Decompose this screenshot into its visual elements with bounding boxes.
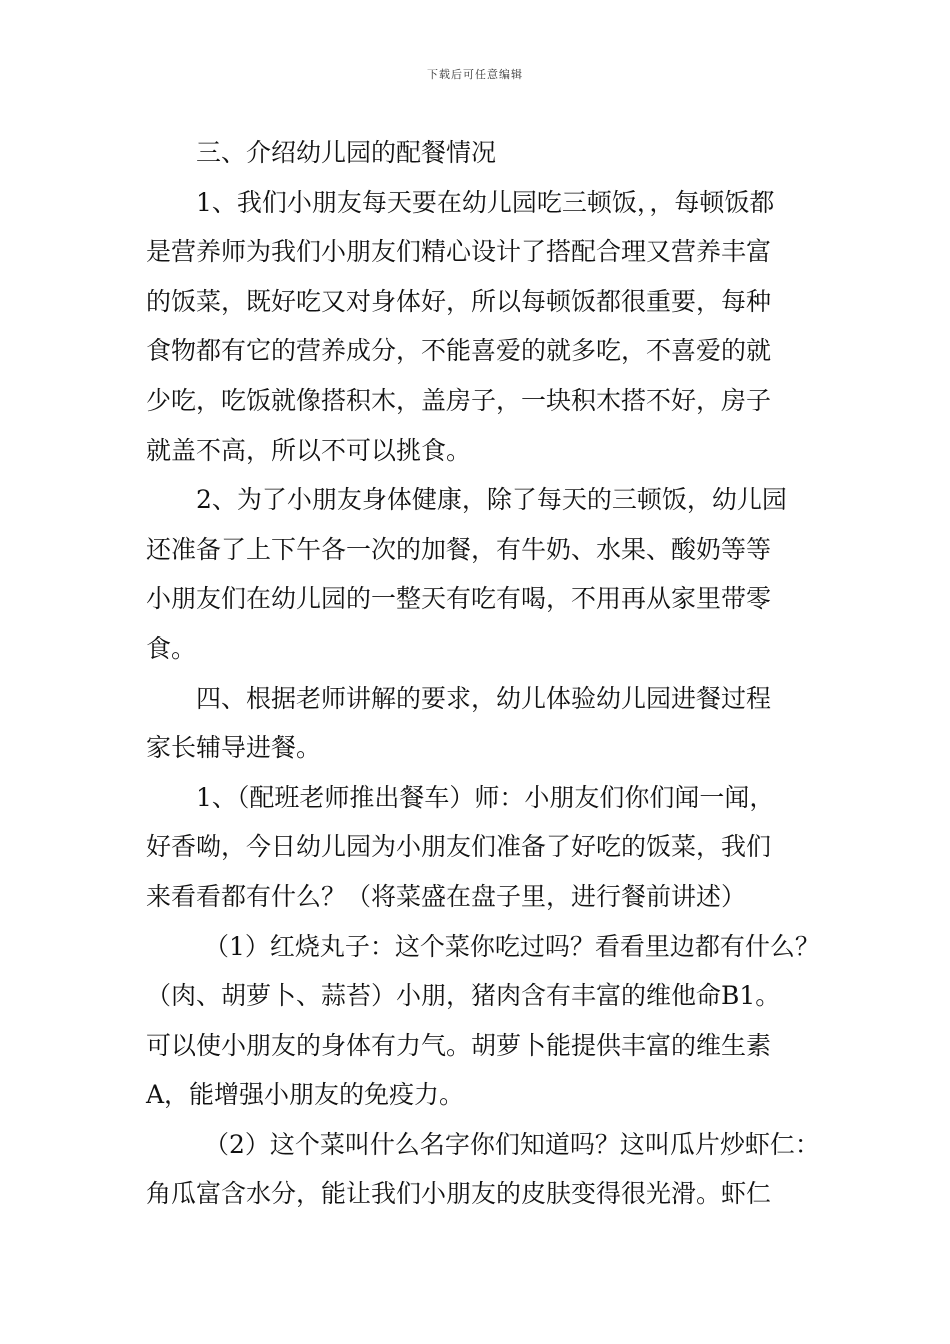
paragraph-line: 食物都有它的营养成分，不能喜爱的就多吃，不喜爱的就 xyxy=(146,336,772,366)
document-body xyxy=(146,128,820,1219)
paragraph-line: A，能增强小朋友的免疫力。 xyxy=(146,1080,465,1110)
paragraph-line: 好香呦，今日幼儿园为小朋友们准备了好吃的饭菜，我们 xyxy=(146,832,772,862)
paragraph-line: 食。 xyxy=(146,633,197,663)
paragraph-line: （2）这个菜叫什么名字你们知道吗？这叫瓜片炒虾仁： xyxy=(204,1129,820,1159)
section-heading-meals: 三、介绍幼儿园的配餐情况 xyxy=(196,138,497,167)
paragraph-line: 1、我们小朋友每天要在幼儿园吃三顿饭，，每顿饭都 xyxy=(196,187,775,217)
paragraph-line: 还准备了上下午各一次的加餐，有牛奶、水果、酸奶等等 xyxy=(146,534,772,564)
paragraph-line: 就盖不高，所以不可以挑食。 xyxy=(146,435,472,465)
paragraph-line: （1）红烧丸子：这个菜你吃过吗？看看里边都有什么？ xyxy=(204,931,820,961)
page-header: 下载后可任意编辑 xyxy=(427,68,523,81)
paragraph-line: （肉、胡萝卜、蒜苔）小朋，猪肉含有丰富的维他命B1。 xyxy=(146,981,781,1011)
paragraph-line: 来看看都有什么？（将菜盛在盘子里，进行餐前讲述） xyxy=(146,881,747,911)
paragraph-line: 的饭菜，既好吃又对身体好，所以每顿饭都很重要，每种 xyxy=(146,286,772,316)
paragraph-line: 1、（配班老师推出餐车）师：小朋友们你们闻一闻， xyxy=(196,782,775,812)
paragraph-line: 是营养师为我们小朋友们精心设计了搭配合理又营养丰富 xyxy=(146,237,772,267)
paragraph-line: 小朋友们在幼儿园的一整天有吃有喝，不用再从家里带零 xyxy=(146,584,772,614)
paragraph-line: 2、为了小朋友身体健康，除了每天的三顿饭，幼儿园 xyxy=(196,485,787,515)
paragraph-line: 角瓜富含水分，能让我们小朋友的皮肤变得很光滑。虾仁 xyxy=(146,1179,772,1209)
paragraph-line: 少吃，吃饭就像搭积木，盖房子，一块积木搭不好，房子 xyxy=(146,385,772,415)
paragraph-line: 家长辅导进餐。 xyxy=(146,733,322,763)
paragraph-line: 可以使小朋友的身体有力气。胡萝卜能提供丰富的维生素 xyxy=(146,1030,772,1060)
section-heading-dining: 四、根据老师讲解的要求，幼儿体验幼儿园进餐过程 xyxy=(196,683,772,713)
